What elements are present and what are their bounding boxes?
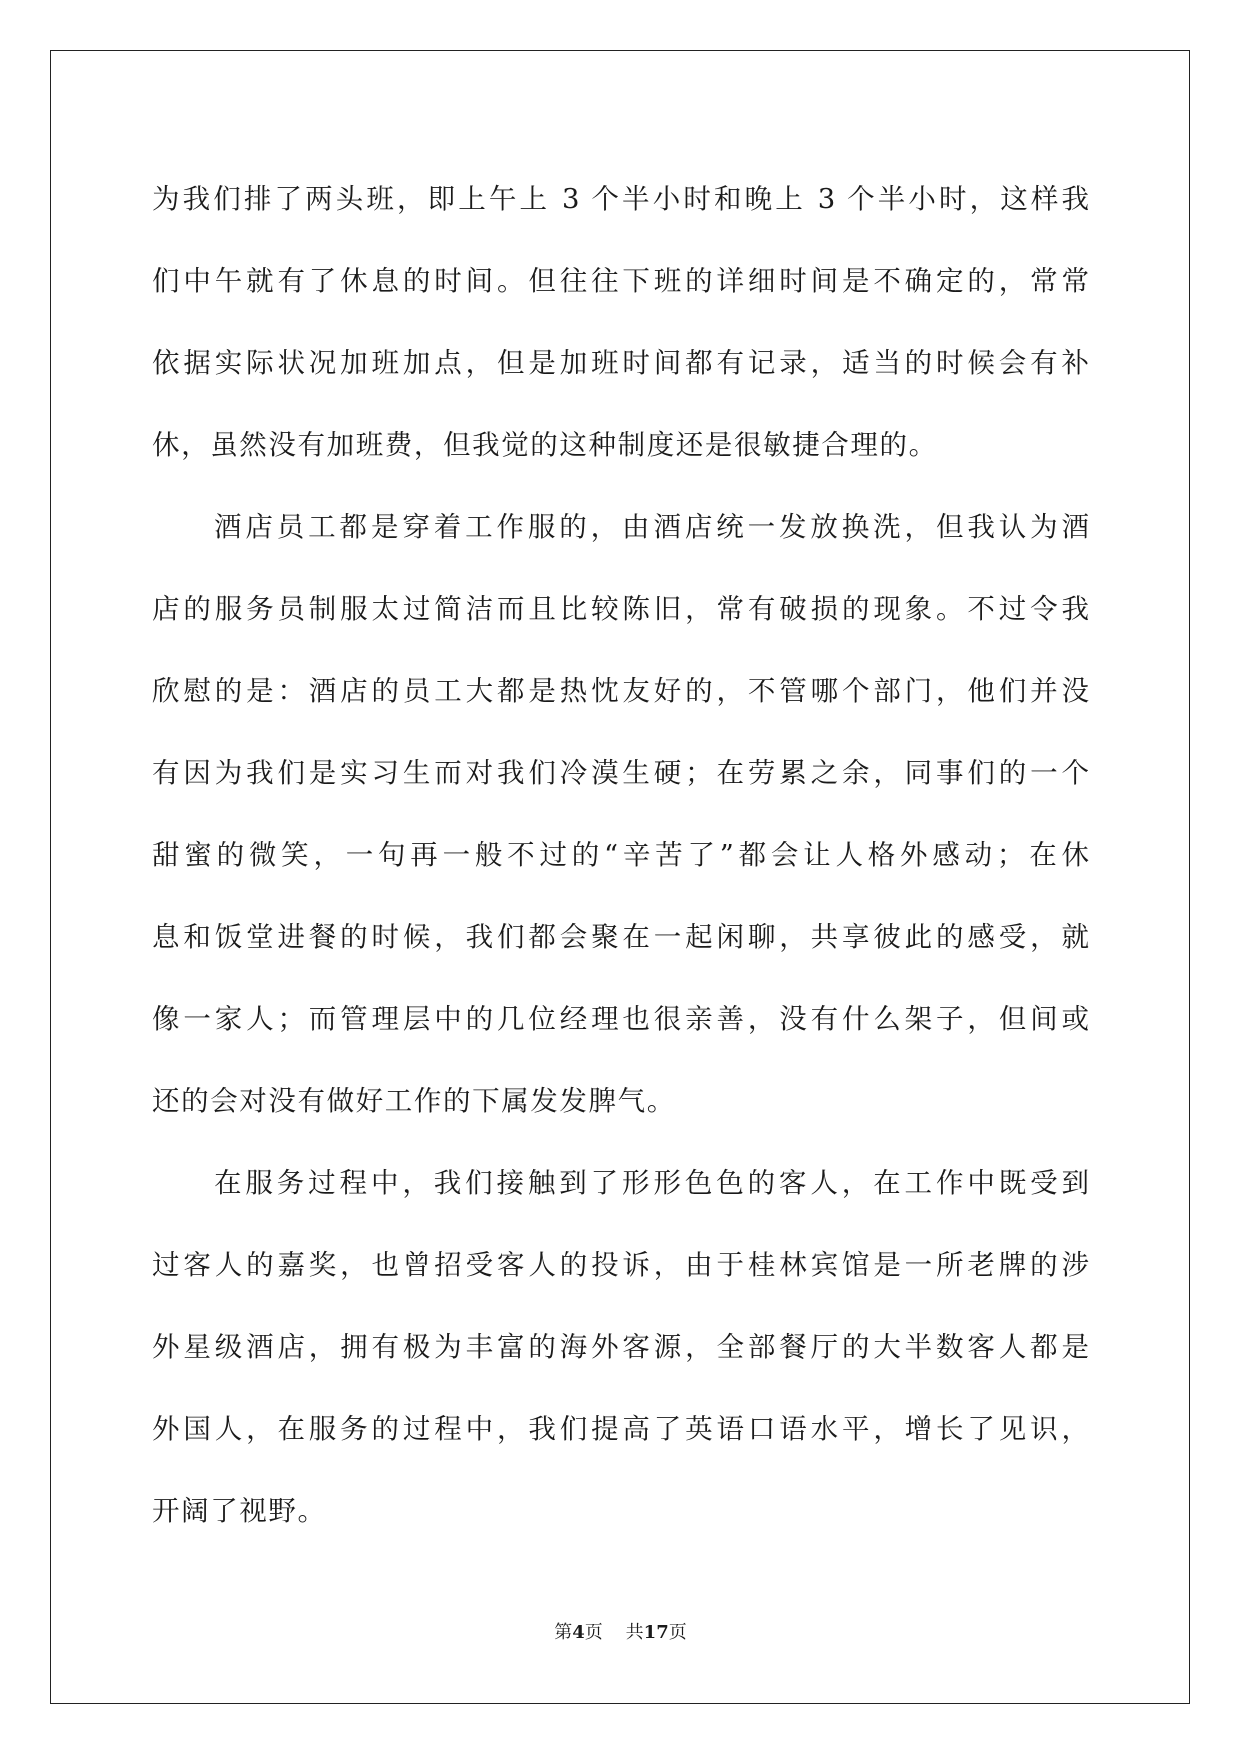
page-footer xyxy=(0,1621,1241,1645)
text-line: 像一家人；而管理层中的几位经理也很亲善，没有什么架子，但间或 xyxy=(152,1003,1089,1035)
text-line: 店的服务员制服太过简洁而且比较陈旧，常有破损的现象。不过令我 xyxy=(152,593,1089,625)
text-line: 酒店员工都是穿着工作服的，由酒店统一发放换洗，但我认为酒 xyxy=(214,511,1089,543)
text-line: 们中午就有了休息的时间。但往往下班的详细时间是不确定的，常常 xyxy=(152,265,1089,297)
text-line: 为我们排了两头班，即上午上 3 个半小时和晚上 3 个半小时，这样我 xyxy=(152,183,1089,215)
text-line: 依据实际状况加班加点，但是加班时间都有记录，适当的时候会有补 xyxy=(152,347,1089,379)
document-body xyxy=(152,158,1089,1552)
text-line: 开阔了视野。 xyxy=(152,1495,327,1527)
text-line: 过客人的嘉奖，也曾招受客人的投诉，由于桂林宾馆是一所老牌的涉 xyxy=(152,1249,1089,1281)
page-suffix: 页 xyxy=(584,1622,603,1643)
page-prefix: 第 xyxy=(554,1622,573,1643)
text-line: 休，虽然没有加班费，但我觉的这种制度还是很敏捷合理的。 xyxy=(152,429,938,461)
total-pages: 17 xyxy=(643,1622,669,1643)
text-line: 外星级酒店，拥有极为丰富的海外客源，全部餐厅的大半数客人都是 xyxy=(152,1331,1089,1363)
total-prefix: 共 xyxy=(625,1622,644,1643)
text-line: 息和饭堂进餐的时候，我们都会聚在一起闲聊，共享彼此的感受，就 xyxy=(152,921,1089,953)
text-line: 还的会对没有做好工作的下属发发脾气。 xyxy=(152,1085,676,1117)
page-number: 4 xyxy=(572,1622,585,1643)
total-suffix: 页 xyxy=(668,1622,687,1643)
text-line: 外国人，在服务的过程中，我们提高了英语口语水平，增长了见识， xyxy=(152,1413,1089,1445)
text-line: 甜蜜的微笑，一句再一般不过的“辛苦了”都会让人格外感动；在休 xyxy=(152,839,1089,871)
text-line: 在服务过程中，我们接触到了形形色色的客人，在工作中既受到 xyxy=(214,1167,1089,1199)
text-line: 欣慰的是：酒店的员工大都是热忱友好的，不管哪个部门，他们并没 xyxy=(152,675,1089,707)
text-line: 有因为我们是实习生而对我们冷漠生硬；在劳累之余，同事们的一个 xyxy=(152,757,1089,789)
